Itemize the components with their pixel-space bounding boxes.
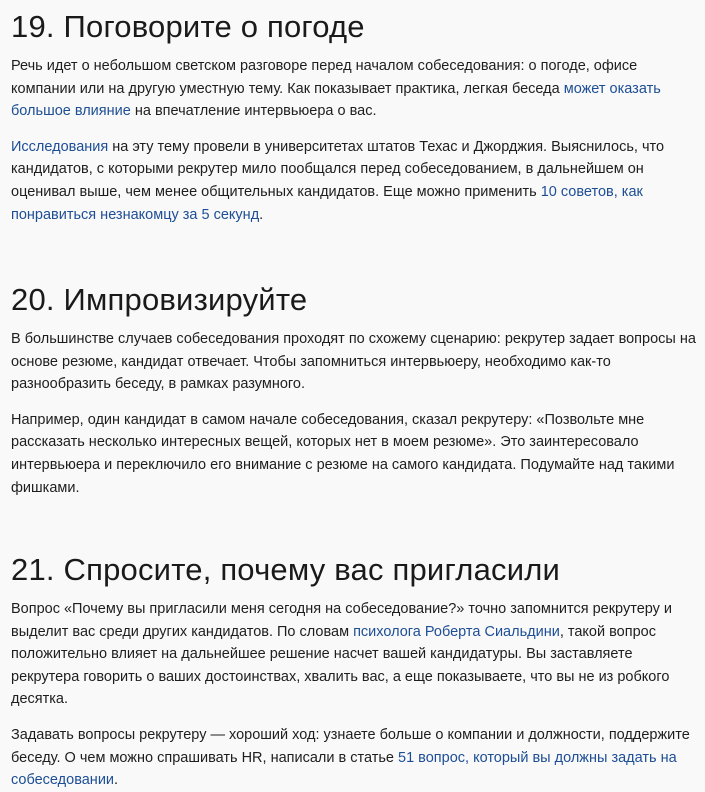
- section-heading: [11, 550, 701, 590]
- paragraph: Например, один кандидат в самом начале собеседования, сказал рекрутеру: «Позвольте мне рассказать несколько интересных вещей, которых нет в моем резюме». Это заинтересовало интервьюера и переключило его внимание с резюме на самого кандидата. Подумайте над такими фишками.: [11, 411, 675, 496]
- paragraph-text: , такой вопрос положительно влияет на дальнейшее решение насчет вашей кандидатуры. Вы заставляете рекрутера говорить о ваших достоинствах, хвалить вас, а еще показываете, что вы не из робкого десятка.: [11, 623, 670, 708]
- section-heading: [11, 280, 701, 320]
- paragraph: [11, 724, 701, 792]
- section-number: 21.: [11, 552, 55, 587]
- article-link[interactable]: Исследования: [11, 138, 109, 155]
- article-link[interactable]: 10 советов, как понравиться незнакомцу за 5 секунд: [11, 183, 643, 223]
- paragraph-text: Вопрос «Почему вы пригласили меня сегодня на собеседование?» точно запомнится рекрутеру и выделит вас среди других кандидатов. По словам: [11, 601, 673, 640]
- article-link[interactable]: 51 вопрос, который вы должны задать на собеседовании: [11, 749, 677, 789]
- section-heading: [11, 7, 701, 47]
- section-number: 20.: [11, 282, 55, 317]
- section-title: Поговорите о погоде: [63, 9, 365, 44]
- section-title: Спросите, почему вас пригласили: [63, 552, 561, 587]
- paragraph: [11, 136, 701, 226]
- article-link[interactable]: может оказать большое влияние: [11, 80, 661, 120]
- article-link[interactable]: психолога Роберта Сиальдини: [353, 623, 560, 640]
- paragraph-text: .: [259, 206, 264, 223]
- paragraph-text: на впечатление интервьюера о вас.: [130, 103, 377, 120]
- paragraph: [11, 598, 701, 711]
- paragraph-text: Задавать вопросы рекрутеру — хороший ход: узнаете больше о компании и должности, поддержите беседу. О чем можно спрашивать HR, написали в статье: [11, 726, 690, 766]
- paragraph: [11, 55, 701, 123]
- section-21: [11, 550, 701, 792]
- section-number: 19.: [11, 9, 55, 44]
- paragraph-text: .: [114, 772, 119, 789]
- section-19: [11, 7, 701, 226]
- paragraph-text: Речь идет о небольшом светском разговоре перед началом собеседования: о погоде, офисе компании или на другую уместную тему. Как показывает практика, легкая беседа: [11, 58, 638, 97]
- section-20: [11, 280, 701, 499]
- paragraph: В большинстве случаев собеседования проходят по схожему сценарию: рекрутер задает вопросы на основе резюме, кандидат отвечает. Чтобы запомниться интервьюеру, необходимо как-то разнообразить беседу, в рамках разумного.: [11, 331, 696, 393]
- paragraph-text: на эту тему провели в университетах штатов Техас и Джорджия. Выяснилось, что кандидатов, с которыми рекрутер мило пообщался перед собеседованием, в дальнейшем он оценивал выше, чем менее общительных кандидатов. Еще можно применить: [11, 138, 665, 200]
- section-title: Импровизируйте: [63, 282, 308, 317]
